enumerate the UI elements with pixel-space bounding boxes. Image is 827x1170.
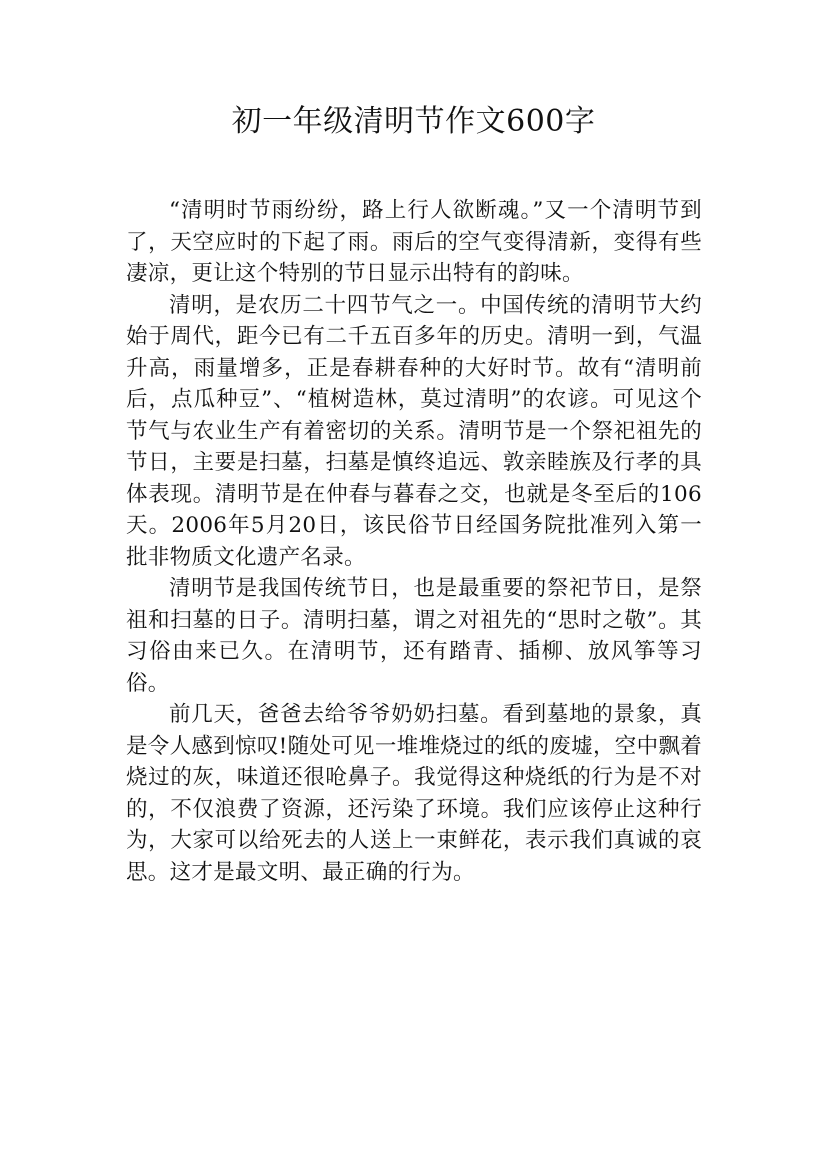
paragraph-2: 清明，是农历二十四节气之一。中国传统的清明节大约始于周代，距今已有二千五百多年的历史。清明一到，气温升高，雨量增多，正是春耕春种的大好时节。故有“清明前后，点瓜种豆”、“植树造林，莫过清明”的农谚。可见这个节气与农业生产有着密切的关系。清明节是一个祭祀祖先的节日，主要是扫墓，扫墓是慎终追远、敦亲睦族及行孝的具体表现。清明节是在仲春与暮春之交，也就是冬至后的106天。2006年5月20日，该民俗节日经国务院批准列入第一批非物质文化遗产名录。 xyxy=(126,292,702,570)
paragraph-3: 清明节是我国传统节日，也是最重要的祭祀节日，是祭祖和扫墓的日子。清明扫墓，谓之对祖先的“思时之敬”。其习俗由来已久。在清明节，还有踏青、插柳、放风筝等习俗。 xyxy=(126,576,702,696)
document-title: 初一年级清明节作文600字 xyxy=(231,104,596,139)
paragraph-1: “清明时节雨纷纷，路上行人欲断魂。”又一个清明节到了，天空应时的下起了雨。雨后的空气变得清新，变得有些凄凉，更让这个特别的节日显示出特有的韵味。 xyxy=(126,198,702,286)
document-body xyxy=(126,195,702,888)
paragraph-4: 前几天，爸爸去给爷爷奶奶扫墓。看到墓地的景象，真是令人感到惊叹!随处可见一堆堆烧过的纸的废墟，空中飘着烧过的灰，味道还很呛鼻子。我觉得这种烧纸的行为是不对的，不仅浪费了资源，还污染了环境。我们应该停止这种行为，大家可以给死去的人送上一束鲜花，表示我们真诚的哀思。这才是最文明、最正确的行为。 xyxy=(126,702,702,885)
